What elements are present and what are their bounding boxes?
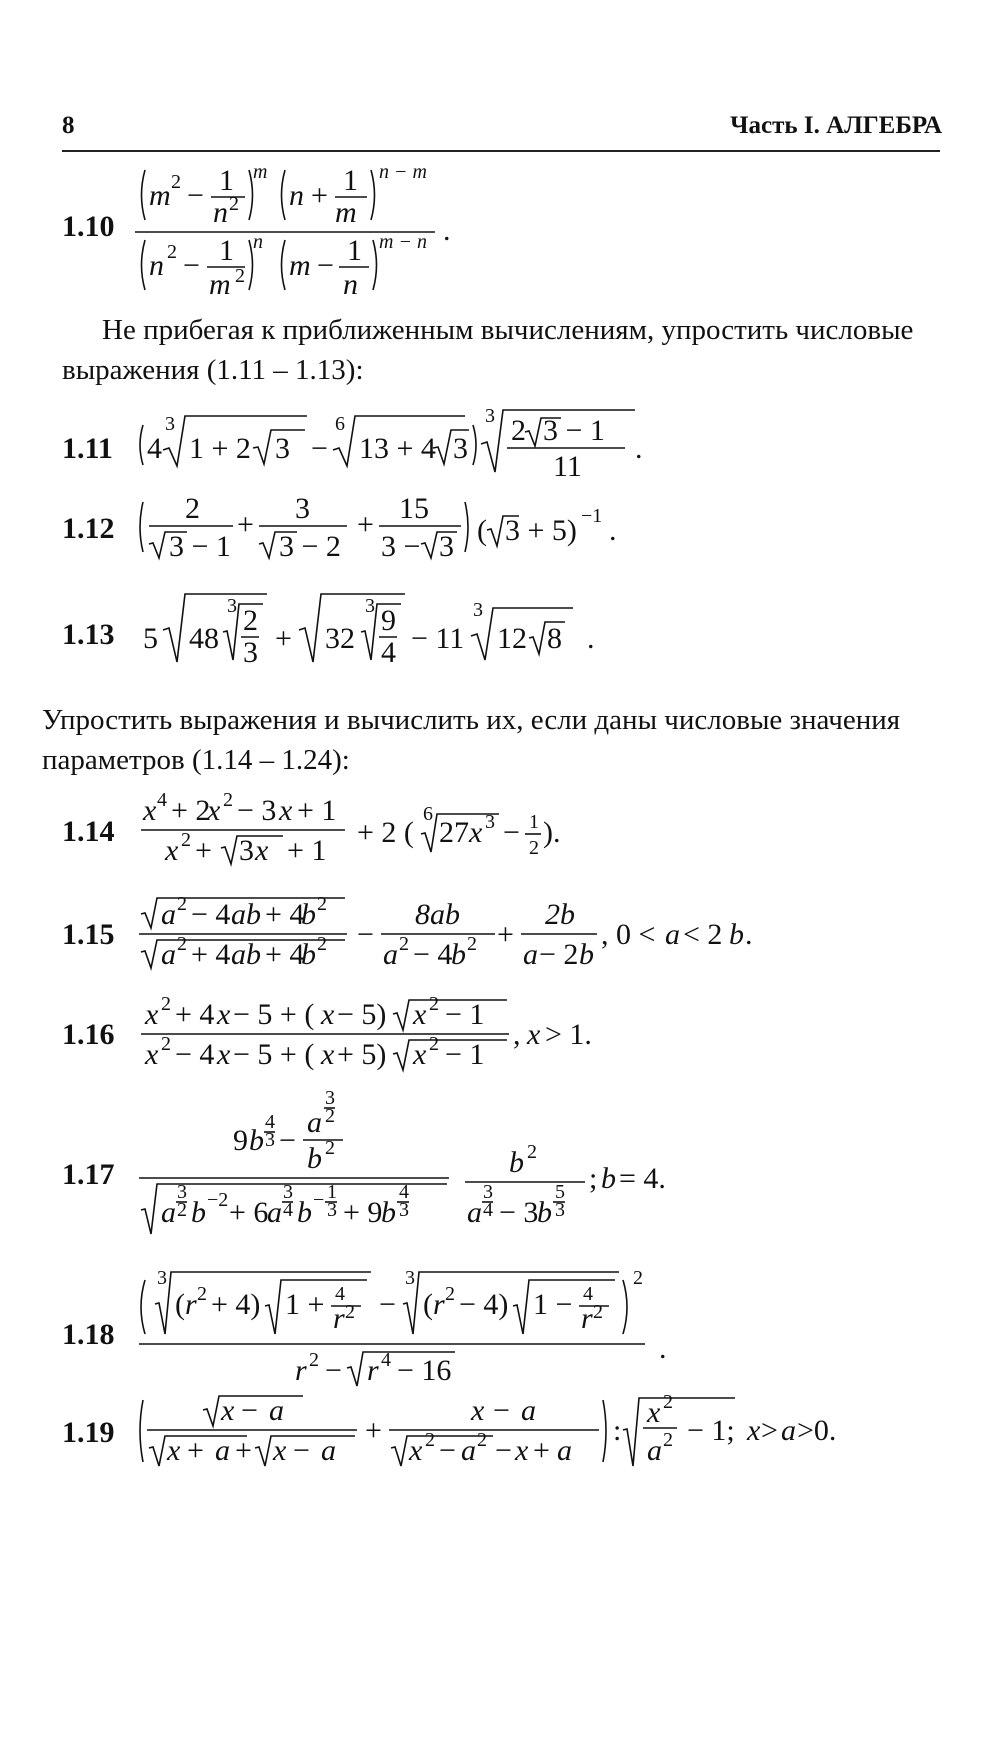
svg-text:x: x bbox=[207, 794, 221, 827]
svg-text:3: 3 bbox=[177, 1181, 187, 1203]
svg-text:2: 2 bbox=[235, 265, 245, 287]
svg-text:−2: −2 bbox=[207, 1189, 229, 1211]
svg-text:3: 3 bbox=[325, 1087, 335, 1109]
svg-text:2: 2 bbox=[309, 1349, 319, 1371]
svg-text:4: 4 bbox=[381, 636, 396, 669]
svg-text:− 5 + (: − 5 + ( bbox=[233, 1038, 315, 1071]
problem-formula bbox=[135, 1386, 855, 1476]
svg-text:m: m bbox=[335, 196, 357, 229]
svg-text:− 4): − 4) bbox=[459, 1288, 509, 1321]
svg-text:a: a bbox=[321, 1434, 336, 1467]
svg-text:x: x bbox=[527, 1018, 541, 1051]
svg-text:4: 4 bbox=[583, 1283, 593, 1305]
svg-text:r: r bbox=[367, 1354, 379, 1387]
svg-text:a: a bbox=[307, 1106, 322, 1139]
svg-text:2: 2 bbox=[633, 1267, 643, 1289]
problem-formula bbox=[135, 582, 615, 682]
svg-text:3: 3 bbox=[275, 432, 290, 465]
svg-text:1: 1 bbox=[219, 234, 234, 267]
svg-text:a: a bbox=[215, 1434, 230, 1467]
svg-text:2: 2 bbox=[399, 933, 409, 955]
svg-text:+ 2: + 2 bbox=[171, 794, 211, 827]
svg-text:3 + 5): 3 + 5) bbox=[505, 514, 577, 547]
svg-text:b: b bbox=[301, 898, 316, 931]
svg-text:,: , bbox=[513, 1018, 521, 1051]
svg-text:13 + 4: 13 + 4 bbox=[359, 432, 436, 465]
svg-text:+ 4: + 4 bbox=[191, 938, 231, 971]
svg-text:3 − 1: 3 − 1 bbox=[169, 530, 231, 563]
svg-text:b: b bbox=[451, 938, 466, 971]
svg-text:.: . bbox=[587, 622, 595, 655]
svg-text:3: 3 bbox=[405, 1267, 415, 1289]
svg-text:x: x bbox=[221, 1394, 235, 1427]
svg-text:−: − bbox=[439, 1434, 456, 1467]
svg-text:− 4: − 4 bbox=[413, 938, 453, 971]
svg-text:−: − bbox=[293, 1434, 310, 1467]
svg-text:3: 3 bbox=[227, 595, 237, 617]
svg-text:a: a bbox=[161, 1196, 176, 1229]
svg-text:a: a bbox=[383, 938, 398, 971]
svg-text:4: 4 bbox=[283, 1199, 293, 1221]
svg-text:x: x bbox=[747, 1414, 761, 1447]
svg-text:a: a bbox=[557, 1434, 572, 1467]
svg-text:+: + bbox=[497, 918, 514, 951]
svg-text:2: 2 bbox=[197, 1283, 207, 1305]
svg-text:x: x bbox=[165, 834, 179, 867]
svg-text:r: r bbox=[295, 1354, 307, 1387]
problem-formula bbox=[135, 1088, 695, 1248]
svg-text:x: x bbox=[145, 998, 159, 1031]
svg-text:n: n bbox=[149, 249, 164, 282]
svg-text:3: 3 bbox=[265, 1129, 275, 1151]
svg-text:+ 9: + 9 bbox=[343, 1196, 383, 1229]
svg-text:a: a bbox=[521, 1394, 536, 1427]
instruction-text: Не прибегая к приближенным вычислениям, упростить числовые выражения (1.11 – 1.13): bbox=[62, 314, 914, 386]
svg-text:n: n bbox=[213, 196, 228, 229]
svg-text:3: 3 bbox=[165, 413, 175, 435]
svg-text:12: 12 bbox=[497, 622, 527, 655]
svg-text:b: b bbox=[307, 1142, 322, 1175]
svg-text:r: r bbox=[581, 1302, 593, 1335]
svg-text:+ 4: + 4 bbox=[265, 938, 305, 971]
svg-text:x: x bbox=[279, 794, 293, 827]
svg-text:.: . bbox=[659, 1332, 667, 1365]
svg-text:−: − bbox=[503, 816, 520, 849]
svg-text:4: 4 bbox=[147, 432, 162, 465]
problem-formula bbox=[135, 988, 615, 1078]
svg-text:−: − bbox=[313, 1189, 325, 1211]
svg-text:x: x bbox=[647, 1396, 661, 1429]
svg-text:m − n: m − n bbox=[379, 231, 427, 253]
svg-text:a: a bbox=[781, 1414, 796, 1447]
svg-text:+ 4: + 4 bbox=[265, 898, 305, 931]
svg-text:x: x bbox=[321, 998, 335, 1031]
svg-text:−: − bbox=[183, 249, 200, 282]
svg-text:3: 3 bbox=[483, 1181, 493, 1203]
problem-label: 1.15 bbox=[62, 918, 115, 951]
svg-text:3: 3 bbox=[283, 1181, 293, 1203]
svg-text:9: 9 bbox=[233, 1124, 248, 1157]
svg-text:3: 3 bbox=[365, 595, 375, 617]
svg-text:+: + bbox=[275, 622, 292, 655]
svg-text:2: 2 bbox=[511, 414, 526, 447]
svg-text:x: x bbox=[217, 998, 231, 1031]
svg-text:= 4.: = 4. bbox=[619, 1162, 666, 1195]
svg-text:3: 3 bbox=[485, 405, 495, 427]
svg-text:a: a bbox=[461, 1434, 476, 1467]
svg-text:+: + bbox=[533, 1434, 550, 1467]
svg-text:a: a bbox=[161, 938, 176, 971]
problem-formula bbox=[135, 400, 675, 490]
svg-text:m: m bbox=[149, 179, 171, 212]
svg-text:2: 2 bbox=[317, 893, 327, 915]
svg-text:2: 2 bbox=[429, 1033, 439, 1055]
svg-text:3: 3 bbox=[239, 834, 254, 867]
svg-text:2: 2 bbox=[185, 492, 200, 525]
svg-text:x: x bbox=[273, 1434, 287, 1467]
svg-text:+ 5): + 5) bbox=[337, 1038, 387, 1071]
problem-label: 1.10 bbox=[62, 210, 115, 243]
svg-text:27: 27 bbox=[439, 816, 469, 849]
svg-text:+ 1: + 1 bbox=[297, 794, 337, 827]
svg-text:2: 2 bbox=[177, 893, 187, 915]
svg-text:9: 9 bbox=[381, 604, 396, 637]
svg-text:x: x bbox=[409, 1434, 423, 1467]
svg-text::: : bbox=[613, 1414, 622, 1447]
svg-text:3: 3 bbox=[485, 811, 495, 833]
svg-text:b: b bbox=[509, 1146, 524, 1179]
svg-text:3: 3 bbox=[243, 636, 258, 669]
svg-text:a: a bbox=[523, 938, 538, 971]
problem-label: 1.13 bbox=[62, 618, 115, 651]
svg-text:2: 2 bbox=[445, 1283, 455, 1305]
svg-text:− 16: − 16 bbox=[397, 1354, 452, 1387]
svg-text:2: 2 bbox=[161, 993, 171, 1015]
svg-text:3: 3 bbox=[555, 1199, 565, 1221]
problem-label: 1.12 bbox=[62, 512, 115, 545]
svg-text:4: 4 bbox=[157, 789, 167, 811]
instruction-text: Упростить выражения и вычислить их, если даны числовые значения параметров (1.14 – 1.24): bbox=[42, 704, 901, 776]
svg-text:b: b bbox=[301, 938, 316, 971]
svg-text:2: 2 bbox=[527, 1141, 537, 1163]
svg-text:2: 2 bbox=[223, 789, 233, 811]
problem-label: 1.18 bbox=[62, 1318, 115, 1351]
svg-text:−: − bbox=[379, 1288, 396, 1321]
svg-text:− 4: − 4 bbox=[175, 1038, 215, 1071]
svg-text:6: 6 bbox=[335, 413, 345, 435]
svg-text:2: 2 bbox=[161, 1033, 171, 1055]
svg-text:m: m bbox=[209, 268, 231, 301]
svg-text:2: 2 bbox=[345, 1301, 355, 1323]
svg-text:m: m bbox=[289, 249, 311, 282]
svg-text:6: 6 bbox=[423, 803, 433, 825]
svg-text:−: − bbox=[311, 432, 328, 465]
svg-text:2: 2 bbox=[529, 837, 539, 859]
svg-text:− 1: − 1 bbox=[445, 998, 485, 1031]
svg-text:n: n bbox=[343, 268, 358, 301]
svg-text:>0.: >0. bbox=[797, 1414, 837, 1447]
svg-text:a: a bbox=[665, 918, 680, 951]
svg-text:− 5 + (: − 5 + ( bbox=[233, 998, 315, 1031]
svg-text:+ 4): + 4) bbox=[211, 1288, 261, 1321]
svg-text:< 2: < 2 bbox=[683, 918, 723, 951]
svg-text:x: x bbox=[471, 1394, 485, 1427]
svg-text:2: 2 bbox=[325, 1105, 335, 1127]
header-rule bbox=[62, 150, 940, 152]
svg-text:x: x bbox=[413, 1038, 427, 1071]
svg-text:32: 32 bbox=[325, 622, 355, 655]
svg-text:x: x bbox=[143, 794, 157, 827]
svg-text:x: x bbox=[413, 998, 427, 1031]
svg-text:4: 4 bbox=[265, 1111, 275, 1133]
svg-text:>: > bbox=[761, 1414, 778, 1447]
svg-text:a: a bbox=[267, 1196, 282, 1229]
svg-text:− 5): − 5) bbox=[337, 998, 387, 1031]
svg-text:2b: 2b bbox=[545, 898, 575, 931]
svg-text:, 0 <: , 0 < bbox=[601, 918, 656, 951]
svg-text:1: 1 bbox=[343, 164, 358, 197]
svg-text:(: ( bbox=[423, 1288, 433, 1321]
problem-formula bbox=[135, 888, 795, 978]
svg-text:x: x bbox=[167, 1434, 181, 1467]
svg-text:a: a bbox=[161, 898, 176, 931]
svg-text:2: 2 bbox=[243, 604, 258, 637]
svg-text:4: 4 bbox=[335, 1283, 345, 1305]
svg-text:2: 2 bbox=[477, 1429, 487, 1451]
svg-text:−: − bbox=[317, 249, 334, 282]
svg-text:−: − bbox=[241, 1394, 258, 1427]
problem-formula bbox=[135, 160, 475, 310]
svg-text:4: 4 bbox=[483, 1199, 493, 1221]
svg-text:b: b bbox=[601, 1162, 616, 1195]
svg-text:− 4: − 4 bbox=[191, 898, 231, 931]
svg-text:;: ; bbox=[589, 1162, 598, 1195]
svg-text:+: + bbox=[365, 1414, 382, 1447]
svg-text:− 11: − 11 bbox=[411, 622, 465, 655]
svg-text:1 −: 1 − bbox=[533, 1288, 573, 1321]
svg-text:(: ( bbox=[477, 514, 487, 547]
problem-formula bbox=[135, 790, 605, 870]
problem-label: 1.19 bbox=[62, 1416, 115, 1449]
svg-text:3: 3 bbox=[399, 1199, 409, 1221]
svg-text:r: r bbox=[185, 1288, 197, 1321]
svg-text:+: + bbox=[311, 179, 328, 212]
svg-text:(: ( bbox=[175, 1288, 185, 1321]
svg-text:4: 4 bbox=[399, 1181, 409, 1203]
svg-text:− 3: − 3 bbox=[237, 794, 277, 827]
svg-text:2: 2 bbox=[181, 829, 191, 851]
svg-text:− 2: − 2 bbox=[539, 938, 579, 971]
chapter-header: Часть I. АЛГЕБРА bbox=[730, 112, 942, 139]
svg-text:2: 2 bbox=[593, 1301, 603, 1323]
svg-text:+: + bbox=[237, 508, 254, 541]
svg-text:a: a bbox=[269, 1394, 284, 1427]
svg-text:−: − bbox=[279, 1124, 296, 1157]
svg-text:r: r bbox=[333, 1302, 345, 1335]
svg-text:1 + 2: 1 + 2 bbox=[189, 432, 251, 465]
svg-text:+: + bbox=[357, 508, 374, 541]
svg-text:b: b bbox=[729, 918, 744, 951]
problem-formula bbox=[135, 1262, 695, 1392]
svg-text:3: 3 bbox=[453, 432, 468, 465]
svg-text:3: 3 bbox=[295, 492, 310, 525]
svg-text:1 +: 1 + bbox=[285, 1288, 325, 1321]
svg-text:3 −: 3 − bbox=[381, 530, 421, 563]
svg-text:− 1: − 1 bbox=[445, 1038, 485, 1071]
svg-text:1: 1 bbox=[327, 1181, 337, 1203]
svg-text:−1: −1 bbox=[581, 505, 603, 527]
svg-text:3: 3 bbox=[327, 1199, 337, 1221]
svg-text:b: b bbox=[579, 938, 594, 971]
svg-text:ab: ab bbox=[231, 938, 261, 971]
svg-text:ab: ab bbox=[231, 898, 261, 931]
svg-text:a: a bbox=[467, 1196, 482, 1229]
svg-text:3: 3 bbox=[439, 530, 454, 563]
svg-text:a: a bbox=[647, 1434, 662, 1467]
svg-text:3 − 2: 3 − 2 bbox=[279, 530, 341, 563]
svg-text:1: 1 bbox=[219, 164, 234, 197]
svg-text:− 1;: − 1; bbox=[687, 1414, 735, 1447]
svg-text:2: 2 bbox=[177, 1199, 187, 1221]
svg-text:).: ). bbox=[543, 816, 561, 849]
svg-text:n − m: n − m bbox=[379, 161, 427, 183]
svg-text:3: 3 bbox=[157, 1267, 167, 1289]
svg-text:− 3: − 3 bbox=[499, 1196, 539, 1229]
svg-text:2: 2 bbox=[663, 1391, 673, 1413]
svg-text:1: 1 bbox=[347, 234, 362, 267]
svg-text:48: 48 bbox=[189, 622, 219, 655]
svg-text:+: + bbox=[235, 1434, 252, 1467]
page-number: 8 bbox=[62, 112, 75, 139]
svg-text:2: 2 bbox=[425, 1429, 435, 1451]
svg-text:b: b bbox=[191, 1196, 206, 1229]
svg-text:b: b bbox=[381, 1196, 396, 1229]
svg-text:15: 15 bbox=[399, 492, 429, 525]
svg-text:.: . bbox=[745, 918, 753, 951]
problem-label: 1.17 bbox=[62, 1158, 115, 1191]
svg-text:2: 2 bbox=[429, 993, 439, 1015]
svg-text:2: 2 bbox=[171, 171, 181, 193]
svg-text:x: x bbox=[515, 1434, 529, 1467]
svg-text:x: x bbox=[145, 1038, 159, 1071]
svg-text:+: + bbox=[195, 834, 212, 867]
svg-text:m: m bbox=[253, 161, 268, 183]
svg-text:2: 2 bbox=[663, 1429, 673, 1451]
svg-text:x: x bbox=[217, 1038, 231, 1071]
svg-text:−: − bbox=[495, 1434, 512, 1467]
svg-text:n: n bbox=[253, 231, 263, 253]
svg-text:+ 4: + 4 bbox=[175, 998, 215, 1031]
svg-text:8: 8 bbox=[547, 622, 562, 655]
svg-text:b: b bbox=[537, 1196, 552, 1229]
svg-text:x: x bbox=[469, 816, 483, 849]
svg-text:8ab: 8ab bbox=[415, 898, 460, 931]
svg-text:−: − bbox=[187, 179, 204, 212]
svg-text:n: n bbox=[289, 179, 304, 212]
svg-text:5: 5 bbox=[555, 1181, 565, 1203]
svg-text:2: 2 bbox=[229, 193, 239, 215]
svg-text:3: 3 bbox=[473, 599, 483, 621]
svg-text:.: . bbox=[609, 514, 617, 547]
problem-label: 1.11 bbox=[62, 432, 113, 465]
svg-text:x: x bbox=[321, 1038, 335, 1071]
svg-text:2: 2 bbox=[177, 933, 187, 955]
svg-text:+ 1: + 1 bbox=[287, 834, 327, 867]
svg-text:1: 1 bbox=[529, 811, 539, 833]
svg-text:−: − bbox=[325, 1354, 342, 1387]
svg-text:2: 2 bbox=[317, 933, 327, 955]
svg-text:2: 2 bbox=[325, 1137, 335, 1159]
svg-text:−: − bbox=[357, 918, 374, 951]
svg-text:x: x bbox=[255, 834, 269, 867]
svg-text:+ 2 (: + 2 ( bbox=[357, 816, 414, 849]
svg-text:−: − bbox=[493, 1394, 510, 1427]
svg-text:b: b bbox=[249, 1124, 264, 1157]
svg-text:b: b bbox=[297, 1196, 312, 1229]
svg-text:2: 2 bbox=[467, 933, 477, 955]
svg-text:r: r bbox=[433, 1288, 445, 1321]
svg-text:3 − 1: 3 − 1 bbox=[543, 414, 605, 447]
svg-text:2: 2 bbox=[167, 241, 177, 263]
svg-text:+: + bbox=[187, 1434, 204, 1467]
svg-text:> 1.: > 1. bbox=[545, 1018, 592, 1051]
problem-label: 1.14 bbox=[62, 815, 115, 848]
problem-formula bbox=[135, 482, 655, 572]
svg-text:.: . bbox=[635, 432, 643, 465]
svg-text:.: . bbox=[443, 214, 451, 247]
svg-text:5: 5 bbox=[143, 622, 158, 655]
svg-text:4: 4 bbox=[381, 1349, 391, 1371]
problem-label: 1.16 bbox=[62, 1018, 115, 1051]
svg-text:11: 11 bbox=[553, 450, 582, 483]
svg-text:+ 6: + 6 bbox=[229, 1196, 269, 1229]
